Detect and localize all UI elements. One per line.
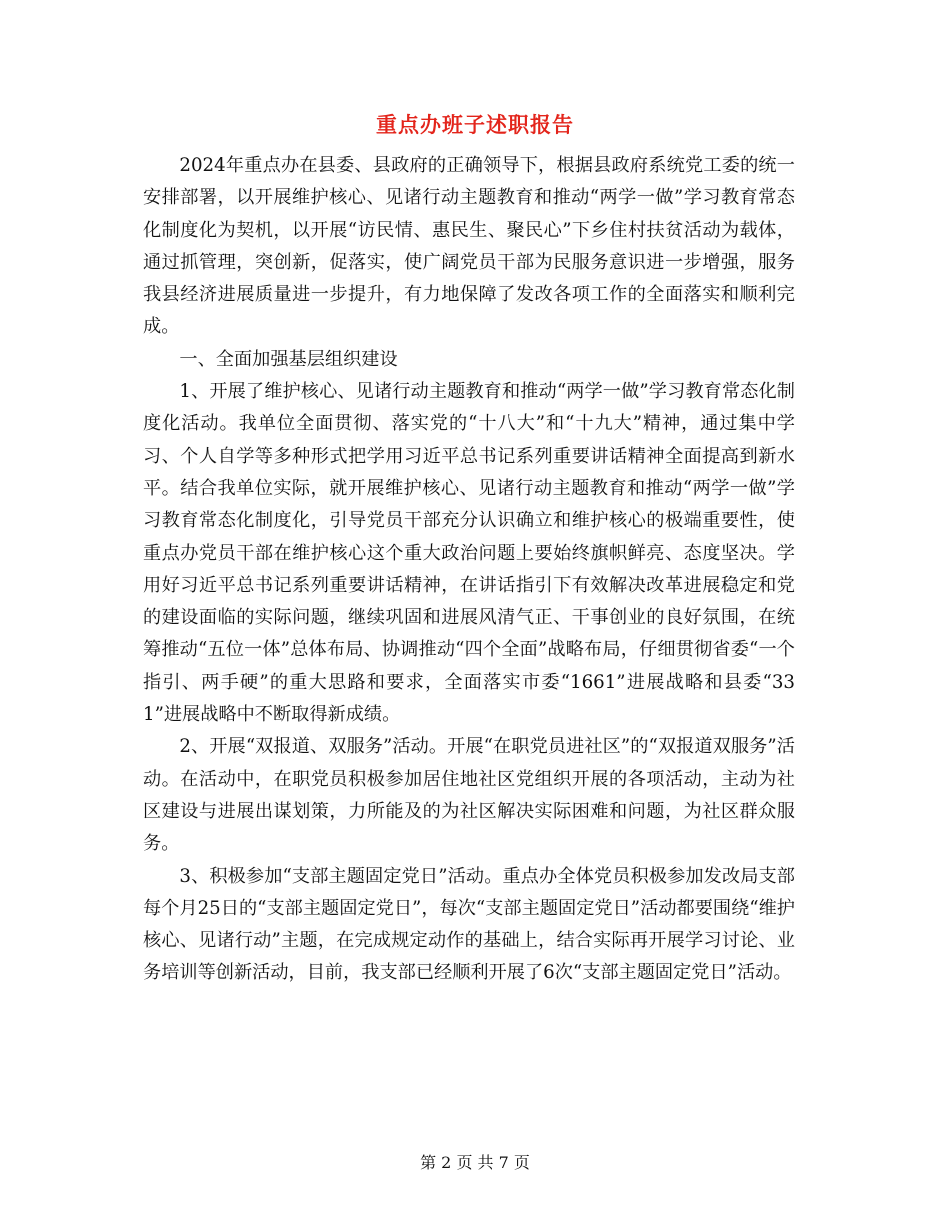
document-body	[143, 150, 795, 990]
body-paragraph: 2、开展“双报道、双服务”活动。开展“在职党员进社区”的“双报道双服务”活动。在活动中，在职党员积极参加居住地社区党组织开展的各项活动，主动为社区建设与进展出谋划策，力所能及的为社区解决实际困难和问题，为社区群众服务。	[143, 736, 795, 855]
body-paragraph: 1、开展了维护核心、见诸行动主题教育和推动“两学一做”学习教育常态化制度化活动。我单位全面贯彻、落实党的“十八大”和“十九大”精神，通过集中学习、个人自学等多种形式把学用习近平总书记系列重要讲话精神全面提高到新水平。结合我单位实际，就开展维护核心、见诸行动主题教育和推动“两学一做”学习教育常态化制度化，引导党员干部充分认识确立和维护核心的极端重要性，使重点办党员干部在维护核心这个重大政治问题上要始终旗帜鲜亮、态度坚决。学用好习近平总书记系列重要讲话精神，在讲话指引下有效解决改革进展稳定和党的建设面临的实际问题，继续巩固和进展风清气正、干事创业的良好氛围，在统筹推动“五位一体”总体布局、协调推动“四个全面”战略布局，仔细贯彻省委“一个指引、两手硬”的重大思路和要求，全面落实市委“1661”进展战略和县委“331”进展战略中不断取得新成绩。	[143, 381, 795, 726]
section-heading: 一、全面加强基层组织建设	[179, 348, 398, 370]
page-number-footer: 第 2 页 共 7 页	[420, 1153, 530, 1172]
body-paragraph: 3、积极参加“支部主题固定党日”活动。重点办全体党员积极参加发改局支部每个月25日的“支部主题固定党日”，每次“支部主题固定党日”活动都要围绕“维护核心、见诸行动”主题，在完成规定动作的基础上，结合实际再开展学习讨论、业务培训等创新活动，目前，我支部已经顺利开展了6次“支部主题固定党日”活动。	[143, 865, 795, 984]
intro-paragraph: 2024年重点办在县委、县政府的正确领导下，根据县政府系统党工委的统一安排部署，以开展维护核心、见诸行动主题教育和推动“两学一做”学习教育常态化制度化为契机，以开展“访民情、惠民生、聚民心”下乡住村扶贫活动为载体，通过抓管理，突创新，促落实，使广阔党员干部为民服务意识进一步增强，服务我县经济进展质量进一步提升，有力地保障了发改各项工作的全面落实和顺利完成。	[143, 155, 795, 338]
document-title: 重点办班子述职报告	[376, 113, 574, 137]
